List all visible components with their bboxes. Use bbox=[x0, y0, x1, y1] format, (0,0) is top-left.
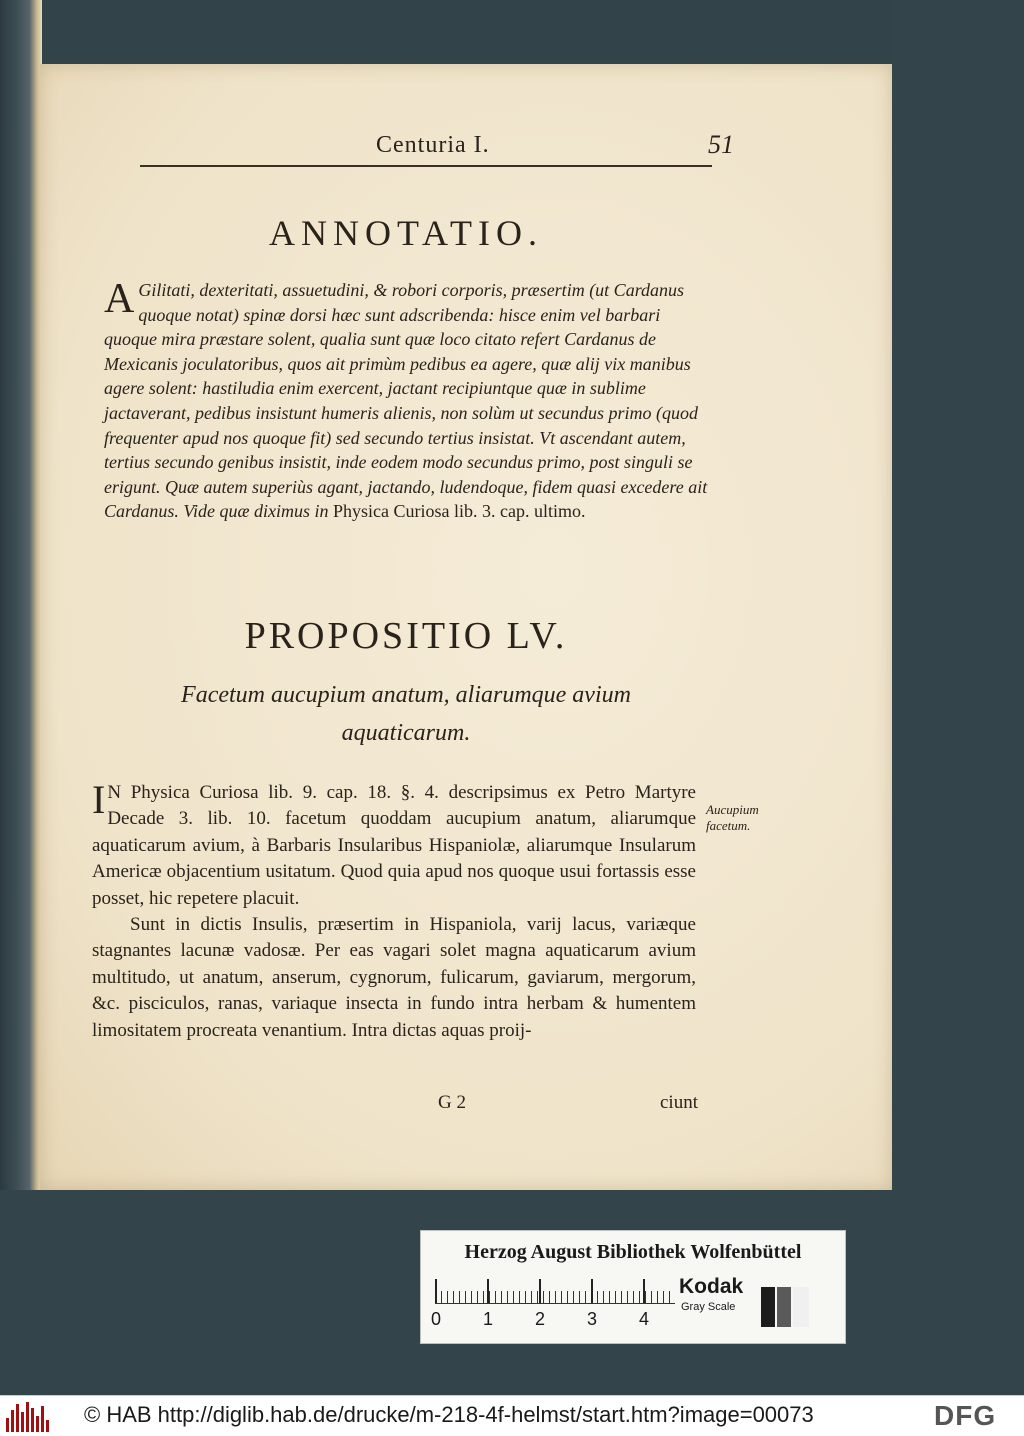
ruler-tick bbox=[539, 1279, 541, 1303]
page-number: 51 bbox=[708, 130, 734, 159]
ruler-tick bbox=[487, 1279, 489, 1303]
gray-scale-patches bbox=[761, 1287, 809, 1327]
dfg-logo: DFG bbox=[934, 1400, 997, 1431]
page-footer-line bbox=[438, 1092, 698, 1118]
body-paragraph-1-text: N Physica Curiosa lib. 9. cap. 18. §. 4. descripsimus ex Petro Martyre Decade 3. lib. 10. facetum quoddam aucupium anatum, aliarumque aquaticarum avium, à Barbaris Insularibus Hispaniolæ, aliarumque Insularum Americæ objacentium usitatum. Quod quia apud nos quoque usui fortassis esse posset, hic repetere placuit. bbox=[92, 782, 696, 909]
gray-scale-caption: Gray Scale bbox=[681, 1301, 736, 1313]
source-url[interactable]: © HAB http://diglib.hab.de/drucke/m-218-4f-helmst/start.htm?image=00073 bbox=[84, 1402, 814, 1427]
scan-background-top bbox=[0, 0, 1024, 64]
header-rule bbox=[140, 165, 712, 167]
catchword: ciunt bbox=[660, 1092, 698, 1113]
hab-logo-icon bbox=[4, 1400, 50, 1432]
subtitle-line-1: Facetum aucupium anatum, aliarumque avium bbox=[181, 682, 631, 708]
ruler-label: 2 bbox=[535, 1309, 546, 1329]
book-spine-edge bbox=[0, 0, 42, 1395]
library-name: Herzog August Bibliothek Wolfenbüttel bbox=[464, 1241, 802, 1263]
book-page bbox=[40, 64, 892, 1190]
ruler-label: 4 bbox=[639, 1309, 650, 1329]
ruler-labels bbox=[431, 1309, 675, 1333]
running-head bbox=[100, 126, 734, 166]
ruler-label: 1 bbox=[483, 1309, 494, 1329]
drop-cap: A bbox=[104, 276, 135, 322]
body-paragraph-2: Sunt in dictis Insulis, præsertim in Hispaniola, varij lacus, variæque stagnantes lacunæ vadosæ. Per eas vagari solet magna aquaticarum avium multitudo, ut anatum, anserum, cygnorum, fulicarum, gaviarum, mergorum, &c. pisciculos, ranas, variaque insecta in fundo intra herbam & humentem limositatem procreata venantium. Intra dictas aquas proij- bbox=[92, 914, 696, 1041]
marginal-note: Aucupium facetum. bbox=[706, 802, 759, 833]
subtitle-line-2: aquaticarum. bbox=[341, 720, 471, 746]
annotatio-paragraph bbox=[104, 278, 716, 524]
proposition-heading: PROPOSITIO LV. bbox=[244, 615, 568, 657]
running-title: Centuria I. bbox=[376, 132, 490, 158]
viewer-footer bbox=[0, 1395, 1024, 1436]
ruler-tick bbox=[435, 1279, 437, 1303]
body-drop-cap: I bbox=[92, 777, 106, 822]
body-text bbox=[92, 777, 696, 1044]
signature-mark: G 2 bbox=[438, 1092, 466, 1113]
body-paragraph-1 bbox=[92, 777, 696, 912]
ruler-tick bbox=[591, 1279, 593, 1303]
scan-background-right bbox=[892, 0, 1024, 1395]
annotatio-text: Gilitati, dexteritati, assuetudini, & robori corporis, præsertim (ut Cardanus quoque notat) spinæ dorsi hæc sunt adscribenda: hisce enim vel barbari quoque mira præstare solent, qualia sunt quæ loco citato refert Cardanus de Mexicanis joculatoribus, quos ait primùm pedibus ea agere, quæ alij vix manibus agere solent: hastiludia enim exercent, jactant recipiuntque quæ in sublime jactaverant, pedibus insistunt humeris alienis, non solùm ut secundus primo (quod frequenter apud nos quoque fit) sed secundo tertius insistat. Vt ascendant autem, tertius secundo genibus insistit, inde eodem modo secundus primo, post singuli se erigunt. Quæ autem superiùs agant, jactando, ludendoque, fidem quasi excedere ait Cardanus. Vide quæ diximus in bbox=[104, 280, 708, 522]
annotatio-tail: Physica Curiosa lib. 3. cap. ultimo. bbox=[333, 501, 586, 522]
gray-patch-black bbox=[761, 1287, 775, 1327]
ruler-label: 3 bbox=[587, 1309, 598, 1329]
ruler-label: 0 bbox=[431, 1309, 442, 1329]
gray-patch-mid bbox=[777, 1287, 791, 1327]
proposition-subtitle bbox=[100, 676, 712, 752]
measurement-ruler bbox=[435, 1279, 675, 1304]
ruler-tick bbox=[643, 1279, 645, 1303]
gray-patch-white bbox=[793, 1287, 809, 1327]
annotatio-heading: ANNOTATIO. bbox=[268, 213, 544, 253]
kodak-logo: Kodak bbox=[679, 1275, 744, 1298]
library-color-chart-label bbox=[420, 1230, 846, 1344]
